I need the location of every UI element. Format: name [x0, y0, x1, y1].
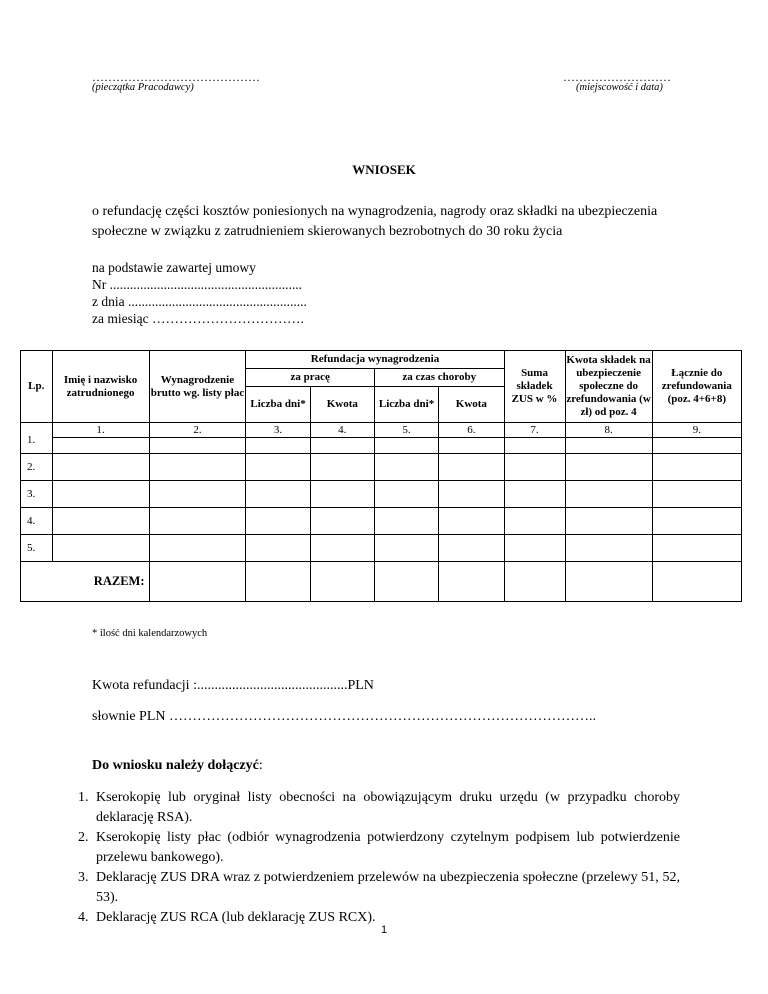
table-cell[interactable] — [374, 438, 438, 454]
table-cell[interactable] — [565, 562, 652, 602]
table-cell[interactable] — [504, 481, 565, 508]
row-label: 3. — [21, 481, 53, 508]
col-number: 1. — [52, 423, 149, 438]
table-cell[interactable] — [439, 508, 504, 535]
table-cell[interactable] — [439, 481, 504, 508]
table-cell[interactable] — [52, 508, 149, 535]
list-item: 3. Deklarację ZUS DRA wraz z potwierdzeniem przelewów na ubezpieczenia społeczne (przelewy 51, 52, 53). — [92, 868, 680, 908]
table-cell[interactable] — [374, 481, 438, 508]
table-cell[interactable] — [246, 454, 310, 481]
col-gross-header: Wynagrodzenie brutto wg. listy płac — [149, 351, 246, 423]
place-date-line: ……………………… — [563, 70, 671, 84]
table-cell[interactable] — [310, 562, 374, 602]
sub-work-header: za pracę — [246, 369, 375, 387]
table-cell[interactable] — [52, 454, 149, 481]
table-cell[interactable] — [652, 535, 741, 562]
table-cell[interactable] — [310, 454, 374, 481]
agreement-month: za miesiąc ……………………………. — [92, 311, 304, 326]
col-number: 9. — [652, 423, 741, 438]
table-cell[interactable] — [439, 535, 504, 562]
table-cell[interactable] — [52, 481, 149, 508]
table-cell[interactable] — [374, 562, 438, 602]
attachments-heading-colon: : — [258, 758, 263, 773]
table-cell[interactable] — [504, 454, 565, 481]
table-cell[interactable] — [439, 454, 504, 481]
table-cell[interactable] — [52, 535, 149, 562]
sub-sick-header: za czas choroby — [374, 369, 504, 387]
col-amount-sick-header: Kwota — [439, 387, 504, 423]
table-cell[interactable] — [149, 481, 246, 508]
table-cell[interactable] — [149, 508, 246, 535]
refund-amount: Kwota refundacji :...........................................PLN — [92, 678, 374, 693]
table-cell[interactable] — [149, 535, 246, 562]
row-label: 2. — [21, 454, 53, 481]
table-cell[interactable] — [310, 508, 374, 535]
col-name-header: Imię i nazwisko zatrudnionego — [52, 351, 149, 423]
agreement-block — [92, 259, 307, 327]
col-lp-header: Lp. — [21, 351, 53, 423]
col-number: 5. — [374, 423, 438, 438]
table-cell[interactable] — [565, 481, 652, 508]
col-zus-header: Suma składek ZUS w % — [504, 351, 565, 423]
col-days-sick-header: Liczba dni* — [374, 387, 438, 423]
table-cell[interactable] — [565, 508, 652, 535]
col-total-header: Łącznie do zrefundowania (poz. 4+6+8) — [652, 351, 741, 423]
intro-text: o refundację części kosztów poniesionych na wynagrodzenia, nagrody oraz składki na ubezpieczenia społeczne w związku z zatrudnieniem skierowanych bezrobotnych do 30 roku życia — [92, 204, 658, 239]
row-label: 4. — [21, 508, 53, 535]
table-cell[interactable] — [310, 535, 374, 562]
col-number: 7. — [504, 423, 565, 438]
employer-stamp-label: (pieczątka Pracodawcy) — [92, 82, 194, 93]
table-cell[interactable] — [439, 438, 504, 454]
table-cell[interactable] — [652, 508, 741, 535]
row-label: 5. — [21, 535, 53, 562]
place-date-label: (miejscowość i data) — [576, 82, 663, 93]
table-cell[interactable] — [246, 508, 310, 535]
col-number: 8. — [565, 423, 652, 438]
table-cell[interactable] — [246, 438, 310, 454]
attachments-heading-text: Do wniosku należy dołączyć — [92, 758, 259, 773]
employer-stamp-line: …………………………………… — [92, 70, 260, 84]
agreement-line-1: na podstawie zawartej umowy — [92, 260, 256, 275]
table-cell[interactable] — [504, 562, 565, 602]
attachments-list — [72, 788, 680, 928]
attachments-heading — [92, 756, 263, 776]
agreement-date: z dnia ..................................................... — [92, 294, 307, 309]
table-cell[interactable] — [149, 562, 246, 602]
page-title: WNIOSEK — [352, 162, 416, 177]
table-cell[interactable] — [149, 438, 246, 454]
footnote: * ilość dni kalendarzowych — [92, 628, 208, 639]
table-cell[interactable] — [246, 535, 310, 562]
table-cell[interactable] — [246, 562, 310, 602]
table-cell[interactable] — [439, 562, 504, 602]
refund-group-header: Refundacja wynagrodzenia — [246, 351, 504, 369]
table-cell[interactable] — [374, 535, 438, 562]
col-number: 6. — [439, 423, 504, 438]
table-cell[interactable] — [246, 481, 310, 508]
row-label: 1. — [21, 423, 53, 454]
table-cell[interactable] — [149, 454, 246, 481]
table-cell[interactable] — [565, 438, 652, 454]
table-cell[interactable] — [374, 454, 438, 481]
table-cell[interactable] — [652, 562, 741, 602]
col-number: 4. — [310, 423, 374, 438]
table-cell[interactable] — [652, 481, 741, 508]
table-cell[interactable] — [374, 508, 438, 535]
refund-table — [20, 350, 742, 602]
table-cell[interactable] — [52, 438, 149, 454]
amount-in-words: słownie PLN ……………………………………………………………………………….. — [92, 709, 596, 724]
table-cell[interactable] — [504, 438, 565, 454]
table-cell[interactable] — [310, 438, 374, 454]
list-item: 4. Deklarację ZUS RCA (lub deklarację ZUS RCX). — [92, 908, 680, 928]
table-cell[interactable] — [652, 438, 741, 454]
col-days-work-header: Liczba dni* — [246, 387, 310, 423]
table-cell[interactable] — [504, 508, 565, 535]
table-cell[interactable] — [310, 481, 374, 508]
table-cell[interactable] — [504, 535, 565, 562]
list-item: 2. Kserokopię listy płac (odbiór wynagrodzenia potwierdzony czytelnym podpisem lub potwierdzenie przelewu bankowego). — [92, 828, 680, 868]
total-label: RAZEM: — [21, 562, 150, 602]
page-number: 1 — [380, 924, 388, 936]
col-contrib-header: Kwota składek na ubezpieczenie społeczne do zrefundowania (w zł) od poz. 4 — [565, 351, 652, 423]
col-number: 3. — [246, 423, 310, 438]
list-item: 1. Kserokopię lub oryginał listy obecności na obowiązującym druku urzędu (w przypadku choroby deklarację RSA). — [92, 788, 680, 828]
agreement-number: Nr ......................................................... — [92, 277, 302, 292]
table-cell[interactable] — [565, 454, 652, 481]
col-number: 2. — [149, 423, 246, 438]
col-amount-work-header: Kwota — [310, 387, 374, 423]
table-cell[interactable] — [652, 454, 741, 481]
table-cell[interactable] — [565, 535, 652, 562]
